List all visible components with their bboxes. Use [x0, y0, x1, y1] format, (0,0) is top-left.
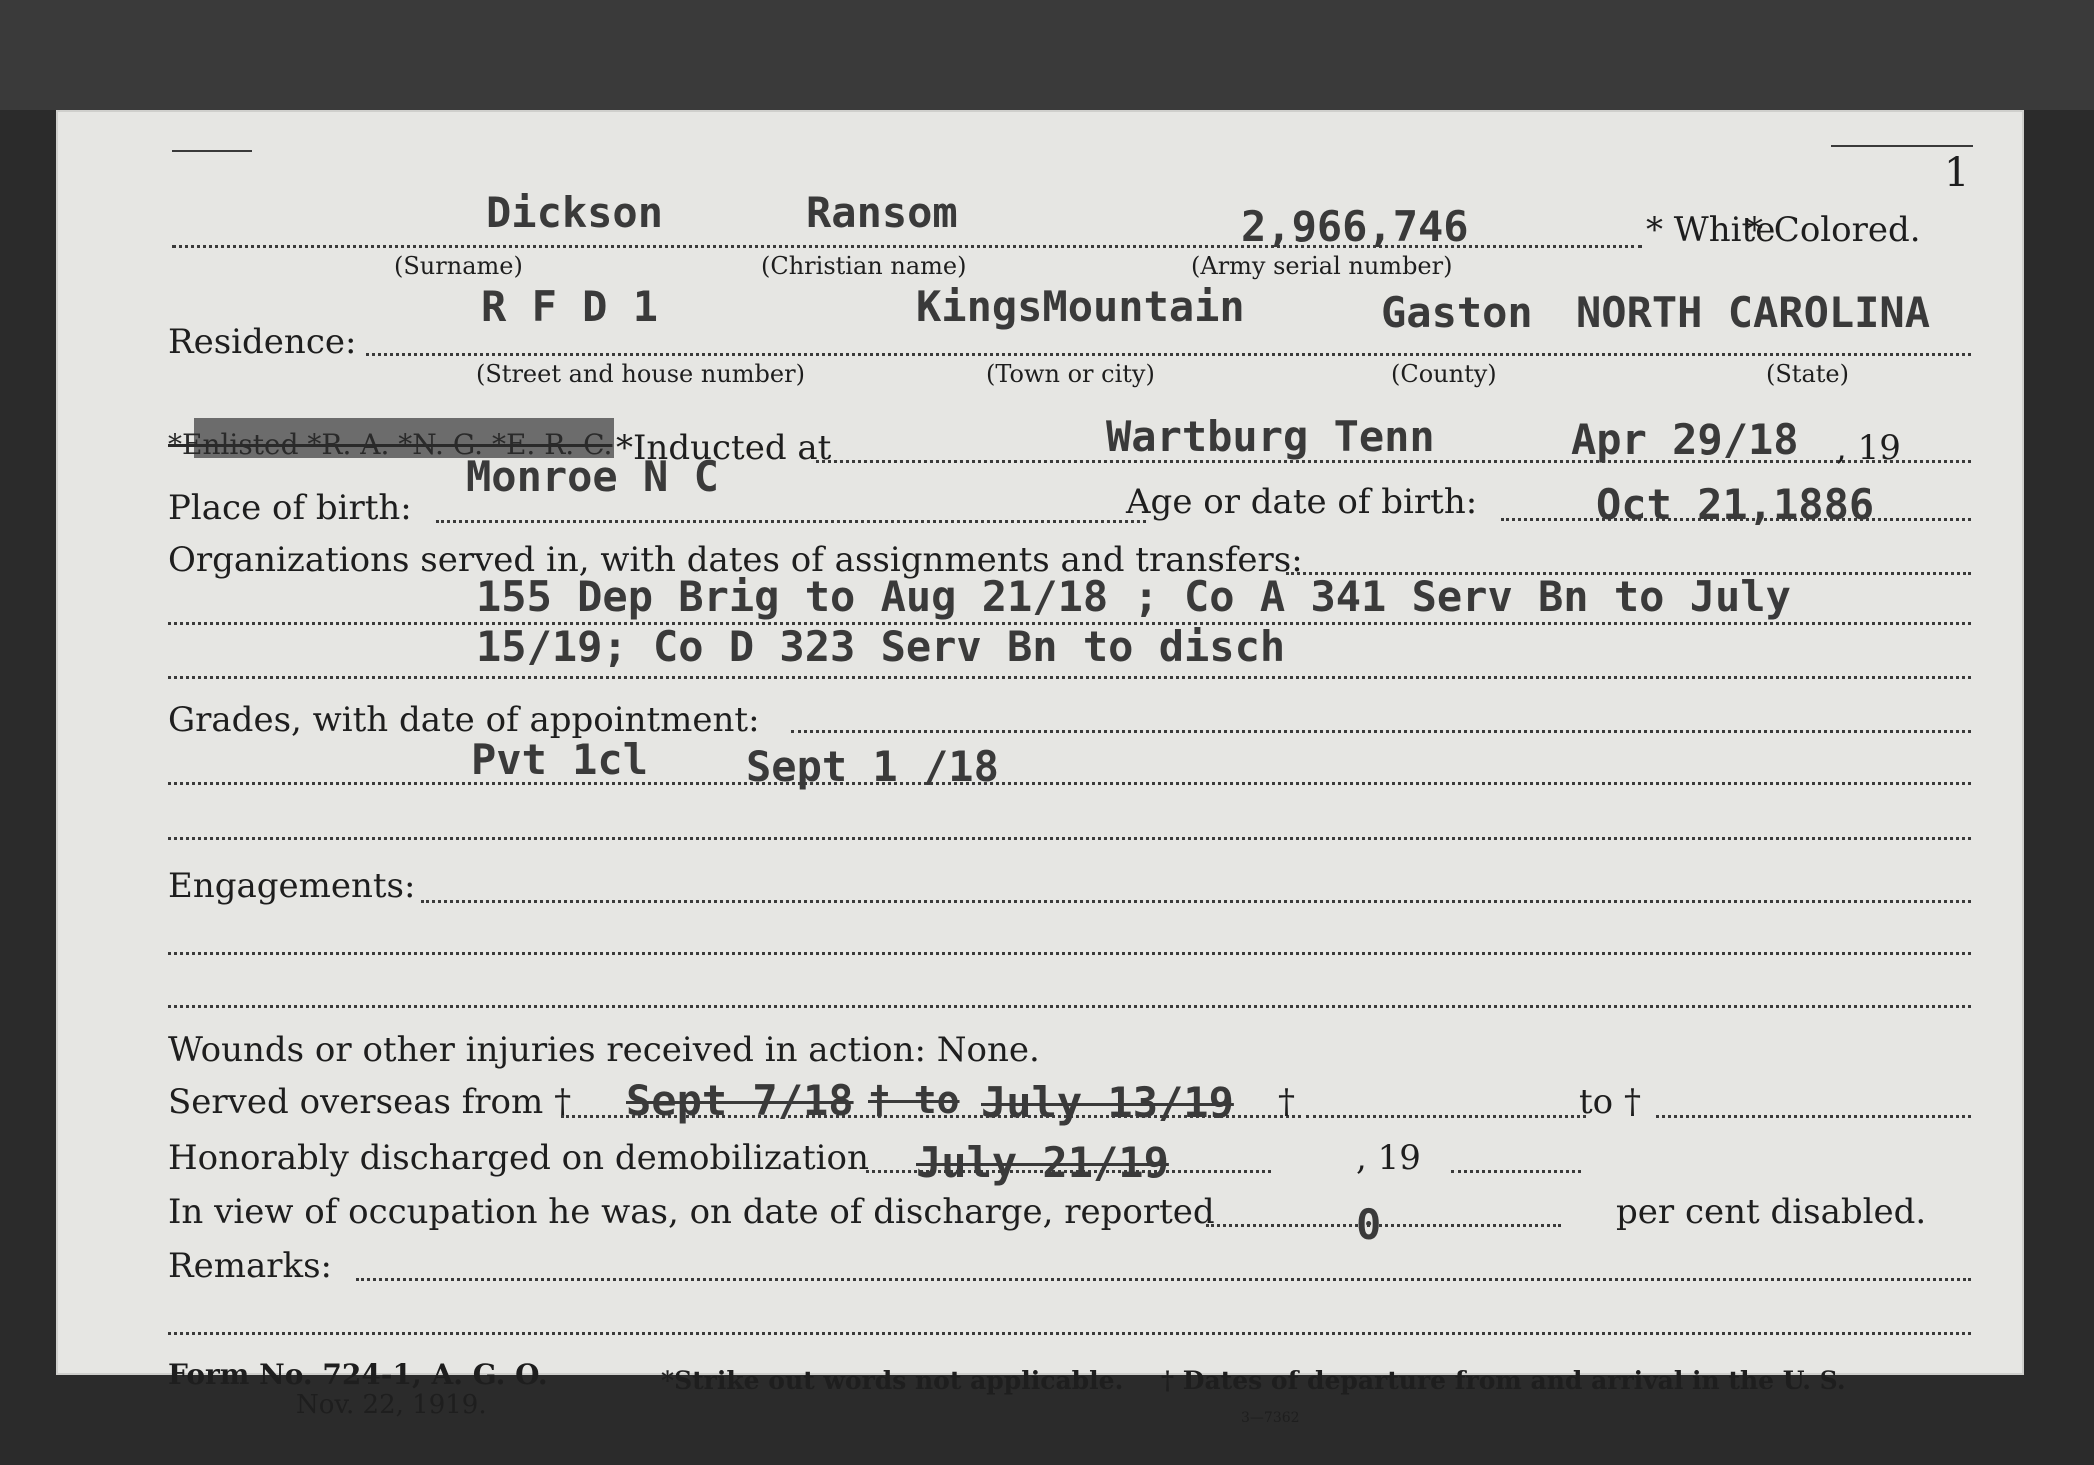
overseas-dagger: †: [1278, 1082, 1295, 1122]
form-date: Nov. 22, 1919.: [296, 1390, 487, 1420]
inducted-place-value: Wartburg Tenn: [1106, 412, 1435, 461]
corner-rule-left: [172, 150, 252, 152]
wounds-label: Wounds or other injuries received in action: None.: [168, 1030, 1040, 1070]
card-number: 1: [1944, 150, 1970, 196]
name-line: [172, 245, 1642, 248]
organizations-label: Organizations served in, with dates of assignments and transfers:: [168, 540, 1303, 580]
birth-place-value: Monroe N C: [466, 452, 719, 501]
state-value: NORTH CAROLINA: [1576, 288, 1931, 337]
street-caption: (Street and house number): [476, 360, 805, 388]
surname-caption: (Surname): [394, 252, 523, 280]
service-record-card: [56, 110, 2024, 1426]
grades-label: Grades, with date of appointment:: [168, 700, 760, 740]
grades-line-2: [168, 837, 1971, 840]
organizations-line1-value: 155 Dep Brig to Aug 21/18 ; Co A 341 Serv Bn to July: [476, 572, 1791, 621]
overseas-label: Served overseas from †: [168, 1082, 572, 1122]
overseas-from-value: Sept 7/18: [626, 1076, 854, 1125]
state-caption: (State): [1766, 360, 1849, 388]
organizations-line-2: [168, 676, 1971, 679]
overseas-to-label: to †: [1579, 1082, 1641, 1122]
overseas-line-2: [1656, 1115, 1971, 1118]
race-colored-option: * Colored.: [1746, 210, 1921, 250]
town-value: KingsMountain: [916, 282, 1245, 331]
grades-line-0: [791, 730, 1971, 733]
disabled-line: [1206, 1224, 1561, 1227]
organizations-line2-value: 15/19; Co D 323 Serv Bn to disch: [476, 622, 1286, 671]
discharge-label: Honorably discharged on demobilization: [168, 1138, 869, 1178]
engagements-label: Engagements:: [168, 866, 416, 906]
disabled-label: In view of occupation he was, on date of discharge, reported: [168, 1192, 1215, 1232]
serial-number-caption: (Army serial number): [1191, 252, 1453, 280]
strike-note: *Strike out words not applicable.: [661, 1366, 1124, 1395]
residence-label: Residence:: [168, 322, 357, 362]
dates-note: † Dates of departure from and arrival in the U. S.: [1161, 1366, 1846, 1395]
county-value: Gaston: [1381, 288, 1533, 337]
remarks-line-0: [356, 1278, 1971, 1281]
scanner-background: [0, 0, 2094, 110]
inducted-year-suffix: , 19: [1836, 428, 1901, 468]
engagements-line-2: [168, 1005, 1971, 1008]
town-caption: (Town or city): [986, 360, 1155, 388]
enlistment-options: *Enlisted *R. A. *N. G. *E. R. C.: [168, 428, 613, 461]
surname-value: Dickson: [486, 188, 664, 237]
birth-place-label: Place of birth:: [168, 488, 412, 528]
residence-line: [366, 353, 1971, 356]
birth-place-line: [436, 520, 1146, 523]
christian-name-caption: (Christian name): [761, 252, 967, 280]
serial-number-value: 2,966,746: [1241, 202, 1469, 251]
form-number: Form No. 724-1, A. G. O.: [168, 1358, 548, 1391]
discharge-year-line: [1451, 1170, 1581, 1173]
overseas-line-1: [1306, 1115, 1586, 1118]
grades-line-1: [168, 782, 1971, 785]
discharge-year-suffix: , 19: [1356, 1138, 1421, 1178]
inducted-label: *Inducted at: [616, 428, 832, 468]
overseas-to-value: July 13/19: [981, 1078, 1234, 1127]
grade-value: Pvt 1cl: [471, 735, 649, 784]
print-code: 3—7362: [1241, 1410, 1300, 1426]
discharge-date-value: July 21/19: [916, 1138, 1169, 1187]
remarks-label: Remarks:: [168, 1246, 332, 1286]
street-value: R F D 1: [481, 282, 659, 331]
corner-rule-right: [1831, 145, 1973, 147]
grade-date-value: Sept 1 /18: [746, 742, 999, 791]
age-label: Age or date of birth:: [1126, 482, 1478, 522]
disabled-value: 0: [1356, 1200, 1382, 1249]
inducted-date-value: Apr 29/18: [1571, 415, 1799, 464]
overseas-to-word: † to: [868, 1078, 960, 1122]
race-white-option: * White: [1646, 210, 1776, 250]
engagements-line-0: [421, 900, 1971, 903]
engagements-line-1: [168, 952, 1971, 955]
disabled-suffix: per cent disabled.: [1616, 1192, 1927, 1232]
remarks-line-1: [168, 1332, 1971, 1335]
birth-date-value: Oct 21,1886: [1596, 480, 1875, 529]
county-caption: (County): [1391, 360, 1497, 388]
christian-name-value: Ransom: [806, 188, 958, 237]
